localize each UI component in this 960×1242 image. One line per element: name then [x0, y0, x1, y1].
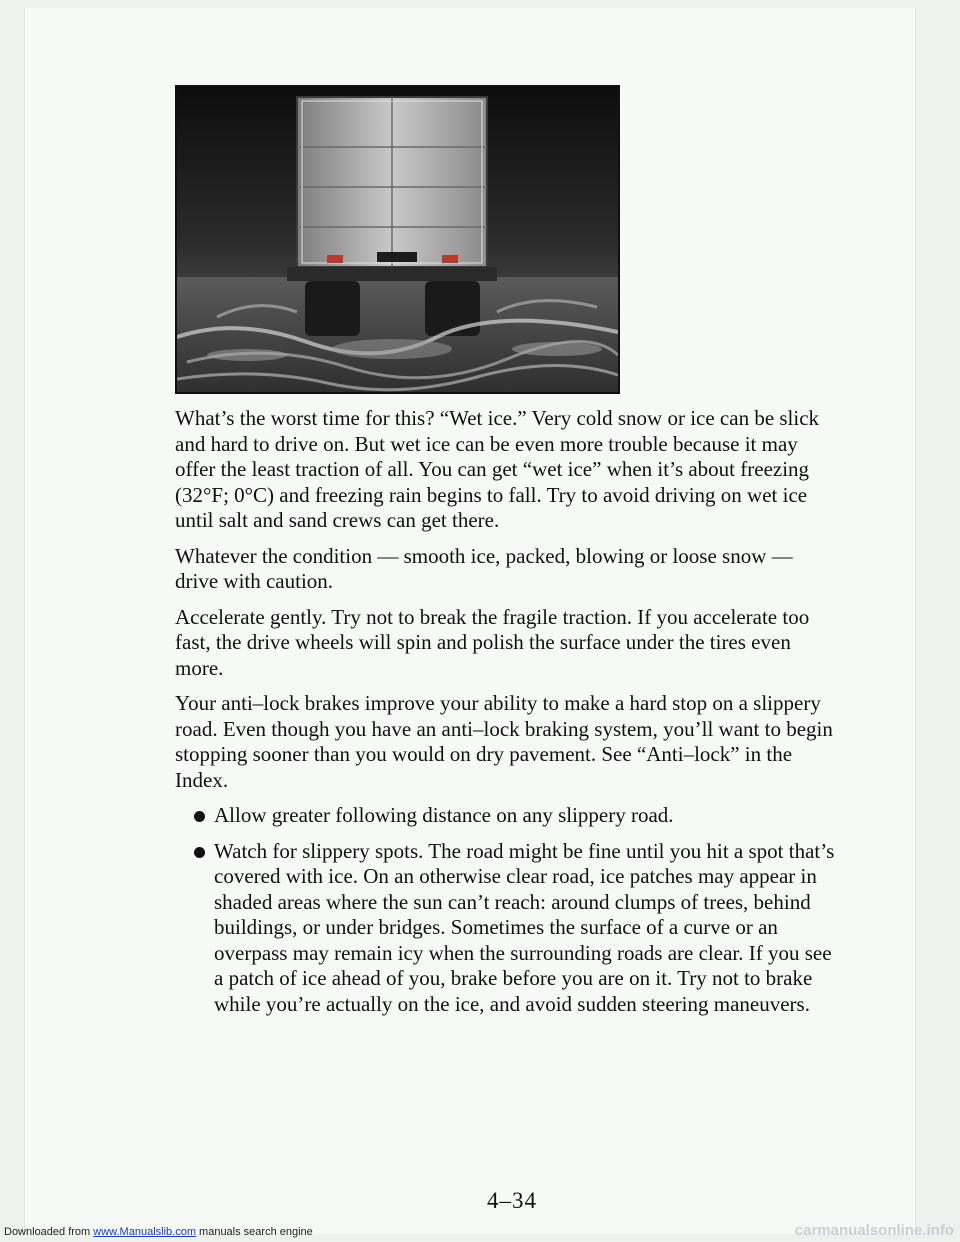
- bullet-icon: [194, 811, 205, 822]
- paragraph-condition: Whatever the condition — smooth ice, packed, blowing or loose snow — drive with caution.: [175, 543, 793, 593]
- truck-on-ice-photo: [175, 85, 620, 394]
- list-item: [175, 839, 835, 1018]
- manual-page: [24, 8, 916, 1234]
- paragraph-wet-ice: What’s the worst time for this? “Wet ice.” Very cold snow or ice can be slick and hard to drive on. But wet ice can be even more trouble because it may offer the least traction of all. You can get “wet ice” when it’s about freezing (32°F; 0°C) and freezing rain begins to fall. Try to avoid driving on wet ice until salt and sand crews can get there.: [175, 406, 820, 532]
- download-footer: [4, 1226, 313, 1238]
- bullet-text: Allow greater following distance on any slippery road.: [214, 803, 674, 827]
- list-item: [175, 803, 835, 829]
- page-number: 4–34: [487, 1188, 537, 1213]
- body-text: [175, 406, 835, 1027]
- watermark: carmanualsonline.info: [794, 1222, 954, 1239]
- bullet-text: Watch for slippery spots. The road might be fine until you hit a spot that’s covered with ice. On an otherwise clear road, ice patches may appear in shaded areas where the sun can’t reach: around clumps of trees, behind buildings, or under bridges. Sometimes the surface of a curve or an overpass may remain icy when the surrounding roads are clear. If you see a patch of ice ahead of you, brake before you are on it. Try not to brake while you’re actually on the ice, and avoid sudden steering maneuvers.: [214, 838, 835, 1016]
- bullet-icon: [194, 847, 205, 858]
- footer-suffix: manuals search engine: [195, 1226, 313, 1238]
- paragraph-anti-lock: Your anti–lock brakes improve your ability to make a hard stop on a slippery road. Even though you have an anti–lock braking system, you’ll want to begin stopping sooner than you would on dry pavement. See “Anti–lock” in the Index.: [175, 691, 833, 792]
- manualslib-link[interactable]: www.Manualslib.com: [93, 1226, 196, 1238]
- bullet-list: [175, 803, 835, 1017]
- paragraph-accelerate: Accelerate gently. Try not to break the fragile traction. If you accelerate too fast, the drive wheels will spin and polish the surface under the tires even more.: [175, 604, 810, 680]
- footer-prefix: Downloaded from: [4, 1226, 94, 1238]
